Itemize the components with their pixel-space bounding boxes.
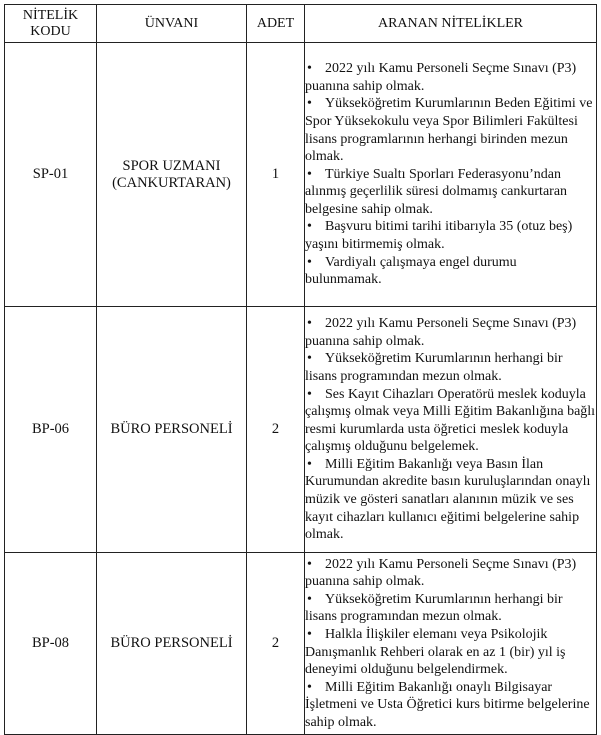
row-requirements: [305, 307, 597, 553]
table-row: [5, 43, 597, 307]
row-requirements: [305, 43, 597, 307]
row-title: [97, 307, 247, 553]
table-row: [5, 553, 597, 735]
row-code: SP-01: [5, 43, 97, 307]
requirement-item: • Milli Eğitim Bakanlığı onaylı Bilgisayar İşletmeni ve Usta Öğretici kurs bitirme belgelerine sahip olmak.: [305, 679, 596, 732]
requirement-item: • Halkla İlişkiler elemanı veya Psikolojik Danışmanlık Rehberi olarak en az 1 (bir) yıl iş deneyimi olduğunu belgelendirmek.: [305, 626, 596, 679]
row-code: BP-06: [5, 307, 97, 553]
job-requirements-table: [4, 4, 597, 735]
requirements-list: [305, 556, 596, 732]
requirement-item: • Ses Kayıt Cihazları Operatörü meslek koduyla çalışmış olmak veya Milli Eğitim Bakanlığına bağlı resmi kurumlarda usta öğretici meslek koduyla çalışmış olduğunu belgelemek.: [305, 386, 596, 456]
requirement-item: • Yükseköğretim Kurumlarının Beden Eğitimi ve Spor Yüksekokulu veya Spor Bilimleri Fakültesi lisans programlarının herhangi birinden mezun olmak.: [305, 95, 596, 165]
requirements-list: [305, 315, 596, 544]
header-title: ÜNVANI: [97, 5, 247, 43]
requirement-item: • 2022 yılı Kamu Personeli Seçme Sınavı (P3) puanına sahip olmak.: [305, 315, 596, 350]
requirement-item: • Yükseköğretim Kurumlarının herhangi bir lisans programından mezun olmak.: [305, 591, 596, 626]
row-requirements: [305, 553, 597, 735]
requirement-item: • Milli Eğitim Bakanlığı veya Basın İlan Kurumundan akredite basın kuruluşlarından onaylı müzik ve gösteri sanatları alanının müzik ve ses kayıt cihazları kullanıcı eğitimi belgelerine sahip olmak.: [305, 456, 596, 544]
requirement-item: • Başvuru bitimi tarihi itibarıyla 35 (otuz beş) yaşını bitirmemiş olmak.: [305, 218, 596, 253]
row-title-line: (CANKURTARAN): [112, 174, 231, 191]
table-row: [5, 307, 597, 553]
row-title: [97, 553, 247, 735]
requirement-item: • 2022 yılı Kamu Personeli Seçme Sınavı (P3) puanına sahip olmak.: [305, 556, 596, 591]
row-count: 1: [247, 43, 305, 307]
requirement-item: • 2022 yılı Kamu Personeli Seçme Sınavı (P3) puanına sahip olmak.: [305, 60, 596, 95]
header-requirements: ARANAN NİTELİKLER: [305, 5, 597, 43]
requirement-item: • Vardiyalı çalışmaya engel durumu bulunmamak.: [305, 254, 596, 289]
row-title: [97, 43, 247, 307]
table-header-row: [5, 5, 597, 43]
row-title-line: BÜRO PERSONELİ: [110, 421, 233, 437]
row-count: 2: [247, 307, 305, 553]
row-count: 2: [247, 553, 305, 735]
row-title-line: BÜRO PERSONELİ: [110, 635, 233, 651]
header-code: NİTELİK KODU: [5, 5, 97, 43]
row-code: BP-08: [5, 553, 97, 735]
header-count: ADET: [247, 5, 305, 43]
requirement-item: • Türkiye Sualtı Sporları Federasyonu’ndan alınmış geçerlilik süresi dolmamış cankurtaran belgesine sahip olmak.: [305, 166, 596, 219]
requirement-item: • Yükseköğretim Kurumlarının herhangi bir lisans programından mezun olmak.: [305, 350, 596, 385]
requirements-list: [305, 60, 596, 289]
row-title-line: SPOR UZMANI: [122, 157, 221, 174]
